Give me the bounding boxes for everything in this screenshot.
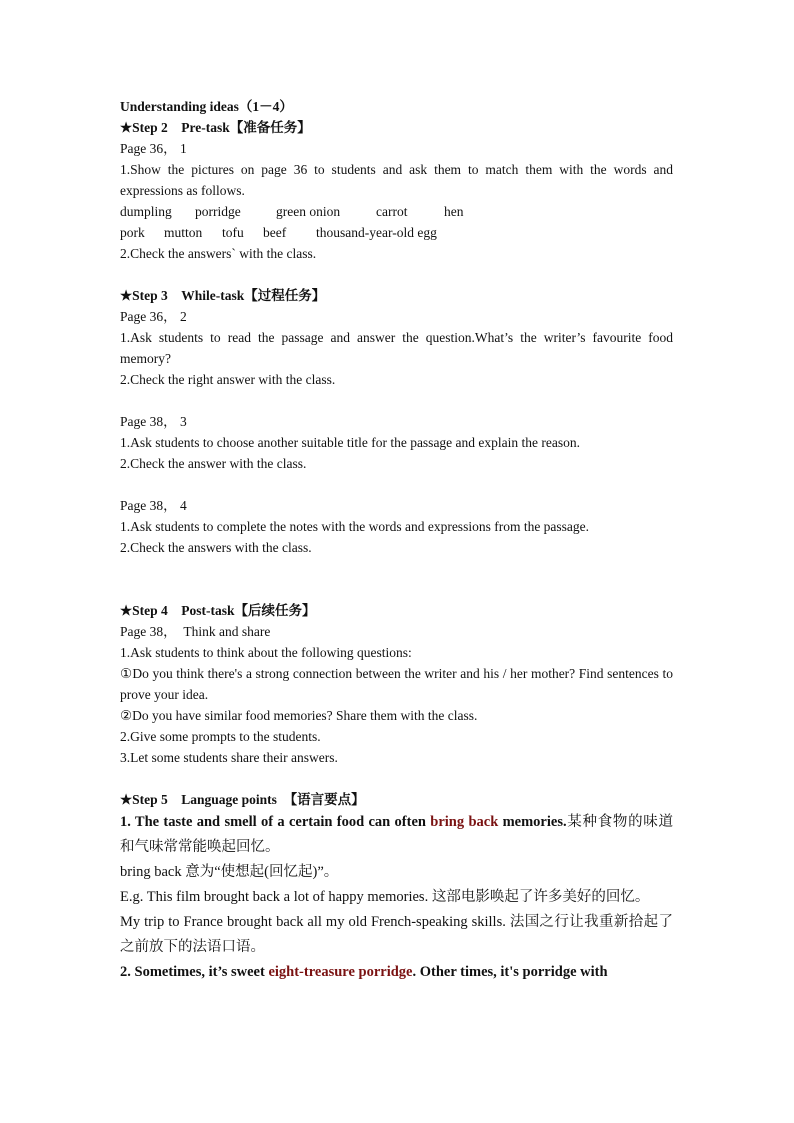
word: beef xyxy=(263,225,287,240)
step-2-item-2: 2.Check the answers` with the class. xyxy=(120,246,317,261)
step-5-heading: ★Step 5 Language points 【语言要点】 xyxy=(120,792,365,807)
point-2-sentence xyxy=(120,960,673,985)
step-2 xyxy=(120,117,673,264)
word: hen xyxy=(444,204,464,219)
point-1-before: 1. The taste and smell of a certain food can often xyxy=(120,814,431,830)
lesson-plan xyxy=(120,96,673,985)
step-2-heading: ★Step 2 Pre-task【准备任务】 xyxy=(120,120,311,135)
point-1-example-2: My trip to France brought back all my old French-speaking skills. 法国之行让我重新拾起了之前放下的法语口语。 xyxy=(120,914,673,955)
step-3-part-1-item-2: 2.Check the right answer with the class. xyxy=(120,372,336,387)
step-3-part-1-item-1: 1.Ask students to read the passage and answer the question.What’s the writer’s favourite food memory? xyxy=(120,330,673,366)
word: pork xyxy=(120,225,145,240)
step-4-item-1: 1.Ask students to think about the following questions: xyxy=(120,645,412,660)
word-row-2 xyxy=(120,222,673,243)
step-4 xyxy=(120,600,673,768)
step-3-part-2-item-2: 2.Check the answer with the class. xyxy=(120,456,307,471)
step-4-question-2: ②Do you have similar food memories? Share them with the class. xyxy=(120,708,478,723)
step-4-page: Page 38， Think and share xyxy=(120,624,271,639)
step-3-heading: ★Step 3 While-task【过程任务】 xyxy=(120,288,326,303)
point-1-example-1: E.g. This film brought back a lot of happy memories. 这部电影唤起了许多美好的回忆。 xyxy=(120,889,650,905)
word: thousand-year-old egg xyxy=(316,225,437,240)
step-3-page-3: Page 38， 4 xyxy=(120,498,187,513)
point-1-meaning: bring back 意为“使想起(回忆起)”。 xyxy=(120,864,339,880)
step-2-item-1: 1.Show the pictures on page 36 to students and ask them to match them with the words and expressions as follows. xyxy=(120,162,673,198)
section-title: Understanding ideas（1－4） xyxy=(120,99,293,114)
step-4-heading: ★Step 4 Post-task【后续任务】 xyxy=(120,603,316,618)
step-3-part-2-item-1: 1.Ask students to choose another suitable title for the passage and explain the reason. xyxy=(120,435,581,450)
step-3-part-3-item-2: 2.Check the answers with the class. xyxy=(120,540,312,555)
word: green onion xyxy=(276,204,341,219)
step-3-part-3-item-1: 1.Ask students to complete the notes with the words and expressions from the passage. xyxy=(120,519,590,534)
word: carrot xyxy=(376,204,408,219)
language-points xyxy=(120,810,673,985)
step-4-item-3: 3.Let some students share their answers. xyxy=(120,750,338,765)
word: mutton xyxy=(164,225,203,240)
word-row-1 xyxy=(120,201,673,222)
point-2-before: 2. Sometimes, it’s sweet xyxy=(120,964,269,980)
point-1-sentence xyxy=(120,810,673,860)
step-5 xyxy=(120,789,673,985)
point-2-after: . Other times, it's porridge with xyxy=(412,964,608,980)
point-1-after: memories. xyxy=(498,814,567,830)
word: porridge xyxy=(195,204,241,219)
step-4-question-1: ①Do you think there's a strong connection between the writer and his / her mother? Find sentences to prove your idea. xyxy=(120,666,673,702)
step-3-page-1: Page 36， 2 xyxy=(120,309,187,324)
step-3-page-2: Page 38， 3 xyxy=(120,414,187,429)
word: tofu xyxy=(222,225,244,240)
point-1-translation: 某种食物的味道和气味常常能唤起回忆。 xyxy=(120,814,673,855)
step-3 xyxy=(120,285,673,558)
point-1-highlight: bring back xyxy=(430,814,499,830)
word: dumpling xyxy=(120,204,172,219)
step-2-page: Page 36， 1 xyxy=(120,141,187,156)
point-2-highlight: eight-treasure porridge xyxy=(268,964,413,980)
step-4-item-2: 2.Give some prompts to the students. xyxy=(120,729,321,744)
